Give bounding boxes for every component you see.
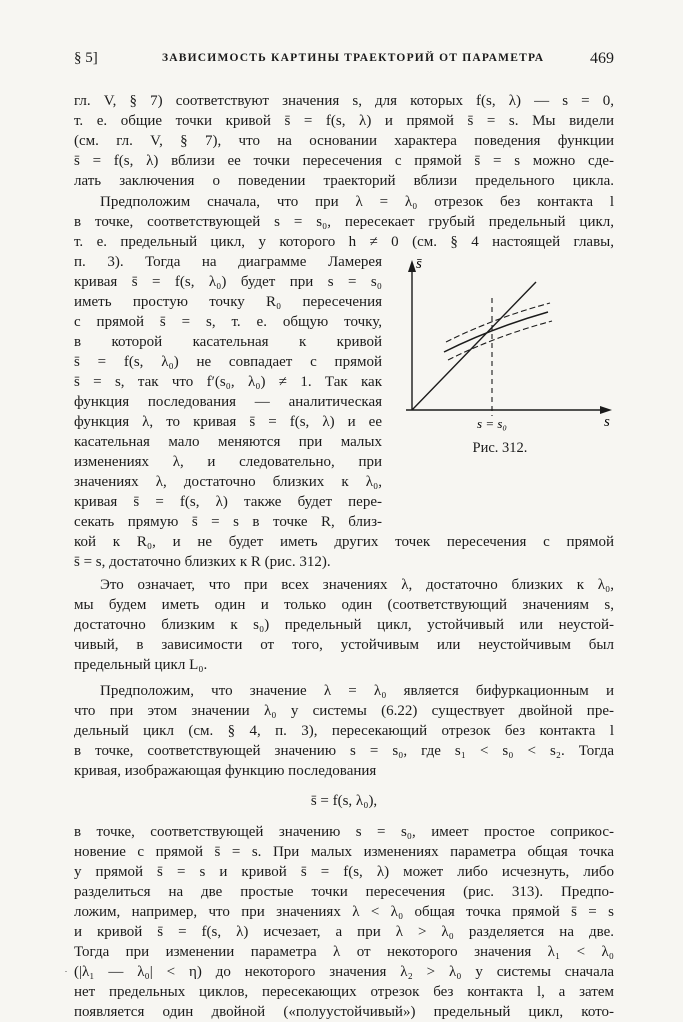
text-line: ложим, например, что при значениях λ < λ₀ общая точка прямой s̄ = s [74, 904, 614, 920]
text-line: чивый, в зависимости от того, устойчивым или неустойчивым был [74, 637, 614, 653]
figure-svg [396, 250, 616, 450]
text-line: изменениях λ, и следовательно, при [74, 454, 382, 470]
curve-lower [448, 321, 552, 360]
y-axis-arrow [408, 260, 416, 272]
text-line: кой к R₀, и не будет иметь других точек пересечения с прямой [74, 534, 614, 550]
text-line: значениях λ, достаточно близких к λ₀, [74, 474, 382, 490]
header-section: § 5] [74, 50, 98, 66]
text-line: в точке, соответствующей s = s₀, пересекает грубый предельный цикл, [74, 214, 614, 230]
text-line: кривая s̄ = f(s, λ) также будет пере- [74, 494, 382, 510]
text-line: нет предельных циклов, пересекающих отрезок без контакта l, а затем [74, 984, 614, 1000]
text-line: разделиться на две простые точки пересечения (рис. 313). Предпо- [74, 884, 614, 900]
x-axis-arrow [600, 406, 612, 414]
text-line: дельный цикл (см. § 4, п. 3), пересекающий отрезок без контакта l [74, 723, 614, 739]
text-line: и кривой s̄ = f(s, λ) исчезает, а при λ > λ₀ разделяется на две. [74, 924, 614, 940]
text-line: мы будем иметь один и только один (соответствующий значениям s, [74, 597, 614, 613]
text-line: достаточно близким к s₀) предельный цикл, устойчивый или неустой- [74, 617, 614, 633]
text-line: иметь простую точку R₀ пересечения [74, 294, 382, 310]
text-line: что при этом значении λ₀ у системы (6.22) существует двойной пре- [74, 703, 614, 719]
lamerey-diagram [396, 250, 616, 450]
text-line: гл. V, § 7) соответствуют значения s, для которых f(s, λ) — s = 0, [74, 93, 614, 109]
text-line: s̄ = s, достаточно близких к R (рис. 312). [74, 554, 331, 570]
figure-caption: Рис. 312. [472, 440, 528, 456]
page-number: 469 [590, 50, 614, 67]
text-line: секать прямую s̄ = s в точке R, близ- [74, 514, 382, 530]
formula: s̄ = f(s, λ₀), [310, 793, 378, 809]
footnote-mark: . [65, 965, 67, 974]
text-line: в точке, соответствующей значению s = s₀, где s₁ < s₀ < s₂. Тогда [74, 743, 614, 759]
text-line: появляется один двойной («полуустойчивый») предельный цикл, кото- [74, 1004, 614, 1020]
text-line: т. е. предельный цикл, у которого h ≠ 0 (см. § 4 настоящей главы, [74, 234, 614, 250]
running-header [74, 50, 614, 74]
text-line: s̄ = f(s, λ₀) не совпадает с прямой [74, 354, 382, 370]
text-line: s̄ = s, так что f′(s₀, λ₀) ≠ 1. Так как [74, 374, 382, 390]
curve-main [444, 312, 548, 352]
text-line: у прямой s̄ = s и кривой s̄ = f(s, λ) может либо исчезнуть, либо [74, 864, 614, 880]
x-axis-label: s [604, 414, 610, 430]
text-line: (см. гл. V, § 7), что на основании характера поведения функции [74, 133, 614, 149]
text-line: п. 3). Тогда на диаграмме Ламерея [74, 254, 382, 270]
marker-label: s = s₀ [477, 416, 507, 431]
text-line: новение с прямой s̄ = s. При малых изменениях параметра общая точка [74, 844, 614, 860]
text-line: Предположим сначала, что при λ = λ₀ отрезок без контакта l [100, 194, 614, 210]
text-line: предельный цикл L₀. [74, 657, 208, 673]
diagonal-line [412, 282, 536, 410]
y-axis-label: s̄ [416, 256, 422, 272]
text-line: кривая, изображающая функцию последования [74, 763, 377, 779]
text-line: кривая s̄ = f(s, λ₀) будет при s = s₀ [74, 274, 382, 290]
text-line: в которой касательная к кривой [74, 334, 382, 350]
text-line: в точке, соответствующей значению s = s₀, имеет простое соприкос- [74, 824, 614, 840]
text-line: Предположим, что значение λ = λ₀ является бифуркационным и [100, 683, 614, 699]
text-line: (|λ₁ — λ₀| < η) до некоторого значения λ₂ > λ₀ у системы сначала [74, 964, 614, 980]
text-line: касательная мало меняются при малых [74, 434, 382, 450]
text-line: Это означает, что при всех значениях λ, достаточно близких к λ₀, [100, 577, 614, 593]
curve-upper [446, 303, 550, 342]
text-line: s̄ = f(s, λ) вблизи ее точки пересечения с прямой s̄ = s можно сде- [74, 153, 614, 169]
text-line: т. е. общие точки кривой s̄ = f(s, λ) и прямой s̄ = s. Мы видели [74, 113, 614, 129]
text-line: с прямой s̄ = s, т. е. общую точку, [74, 314, 382, 330]
text-line: функция последования — аналитическая [74, 394, 382, 410]
text-line: лать заключения о поведении траекторий вблизи предельного цикла. [74, 173, 614, 189]
header-title: ЗАВИСИМОСТЬ КАРТИНЫ ТРАЕКТОРИЙ ОТ ПАРАМЕТРА [162, 52, 545, 64]
text-line: функция λ, то кривая s̄ = f(s, λ) и ее [74, 414, 382, 430]
text-line: Тогда при изменении параметра λ от некоторого значения λ₁ < λ₀ [74, 944, 614, 960]
